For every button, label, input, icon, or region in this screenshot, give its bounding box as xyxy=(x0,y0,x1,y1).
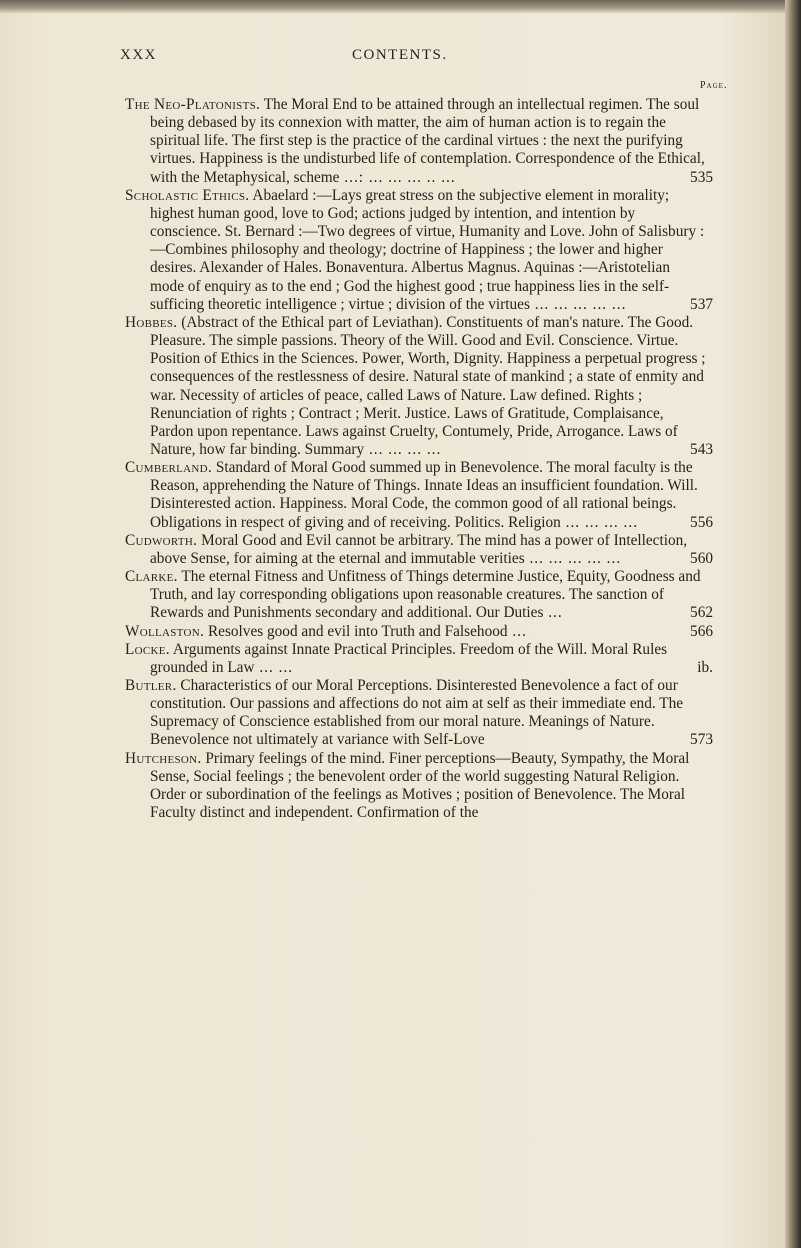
entry-page-number: 556 xyxy=(690,513,713,531)
entry-heading: Scholastic Ethics. xyxy=(125,186,250,204)
entry-text: Abaelard :—Lays great stress on the subjective element in morality; highest human good, love to God; actions judged by intention, and intention by conscience. St. Bernard :—Two degrees of virtue, Humanity and Love. John of Salisbury :—Combines philosophy and theology; doctrine of Happiness ; the lower and higher desires. Alexander of Hales. Bonaventura. Albertus Magnus. Aquinas :—Aristotelian mode of enquiry as to the end ; God the highest good ; true happiness lies in the self-sufficing theoretic intelligence ; virtue ; division of the virtues xyxy=(150,186,705,313)
entry-text: Arguments against Innate Practical Principles. Freedom of the Will. Moral Rules grounded in Law xyxy=(150,640,668,676)
entry-heading: Hutcheson. xyxy=(125,749,202,767)
page-column-label: Page. xyxy=(700,80,728,91)
entry-leader: ... xyxy=(507,622,527,640)
entry-text: The eternal Fitness and Unfitness of Things determine Justice, Equity, Goodness and Truth, and lay corresponding obligations upon reasonable creatures. The sanction of Rewards and Punishments secondary and additional. Our Duties xyxy=(150,568,701,622)
contents-entry-cudworth xyxy=(125,531,713,568)
entry-leader: ...: ... ... ... .. ... xyxy=(339,168,456,186)
contents-entry-scholastic-ethics xyxy=(125,186,713,314)
entry-heading: Clarke. xyxy=(125,568,178,586)
entry-heading: Wollaston. xyxy=(125,622,205,640)
contents-entry-hobbes xyxy=(125,313,713,459)
entry-leader: ... ... xyxy=(254,658,294,676)
entry-heading: Cumberland. xyxy=(125,459,212,477)
contents-entry-clarke xyxy=(125,568,713,622)
entry-text: Primary feelings of the mind. Finer perceptions—Beauty, Sympathy, the Moral Sense, Social feelings ; the benevolent order of the world suggesting Natural Religion. Order or subordination of the feelings as Motives ; position of Benevolence. The Moral Faculty distinct and independent. Confirmation of the xyxy=(150,749,690,822)
entry-leader: ... ... ... ... xyxy=(560,513,639,531)
contents-entry-wollaston xyxy=(125,622,713,641)
entry-page-number: 562 xyxy=(690,604,713,622)
entry-page-number: 543 xyxy=(690,440,713,458)
page-title: CONTENTS. xyxy=(352,47,448,63)
entry-page-number: 537 xyxy=(690,295,713,313)
contents-entry-locke xyxy=(125,640,713,677)
entry-leader: ... ... ... ... ... xyxy=(524,549,622,567)
page-folio: XXX xyxy=(120,47,157,63)
entry-page-number: 566 xyxy=(690,622,713,640)
entry-page-number: 535 xyxy=(690,168,713,186)
contents-entry-cumberland xyxy=(125,459,713,532)
entry-text: The Moral End to be attained through an intellectual regimen. The soul being debased by its connexion with matter, the aim of human action is to regain the spiritual life. The first step is the practice of the cardinal virtues : the next the purifying virtues. Happiness is the undisturbed life of contemplation. Correspondence of the Ethical, with the Metaphysical, scheme xyxy=(150,96,705,186)
entry-text: Moral Good and Evil cannot be arbitrary. The mind has a power of Intellection, above Sense, for aiming at the eternal and immutable verities xyxy=(150,531,688,567)
entry-text: Characteristics of our Moral Perceptions. Disinterested Benevolence a fact of our constitution. Our passions and affections do not aim at self as their immediate end. The Supremacy of Conscience established from our moral nature. Meanings of Nature. Benevolence not ultimately at variance with Self-Love xyxy=(150,677,684,749)
entry-text: Resolves good and evil into Truth and Falsehood xyxy=(207,622,508,640)
entry-heading: Hobbes. xyxy=(125,313,178,331)
contents-entry-neo-platonists xyxy=(125,96,713,187)
entry-heading: Cudworth. xyxy=(125,531,198,549)
contents-entry-butler xyxy=(125,677,713,750)
entry-heading: Butler. xyxy=(125,677,177,694)
entry-text: (Abstract of the Ethical part of Leviathan). Constituents of man's nature. The Good. Pleasure. The simple passions. Theory of the Will. Good and Evil. Conscience. Virtue. Position of Ethics in the Sciences. Power, Worth, Dignity. Happiness a perpetual progress ; consequences of the restlessness of desire. Natural state of mankind ; a state of enmity and war. Necessity of articles of peace, called Laws of Nature. Law defined. Rights ; Renunciation of rights ; Contract ; Merit. Justice. Laws of Gratitude, Complaisance, Pardon upon repentance. Laws against Cruelty, Contumely, Pride, Arrogance. Laws of Nature, how far binding. Summary xyxy=(150,313,706,458)
entry-leader: ... xyxy=(543,604,563,622)
entry-page-number: ib. xyxy=(697,658,713,676)
entry-text: Standard of Moral Good summed up in Benevolence. The moral faculty is the Reason, apprehending the Nature of Things. Innate Ideas an insufficient foundation. Will. Disinterested action. Happiness. Moral Code, the common good of all rational beings. Obligations in respect of giving and of receiving. Politics. Religion xyxy=(150,459,698,531)
contents-list xyxy=(125,96,713,822)
scan-top-shadow xyxy=(0,0,785,14)
page-edge-shadow xyxy=(785,0,801,1248)
entry-heading: Locke. xyxy=(125,640,170,658)
entry-leader: ... ... ... ... ... xyxy=(529,295,627,313)
entry-page-number: 573 xyxy=(690,731,713,749)
contents-entry-hutcheson xyxy=(125,750,707,823)
entry-leader: ... ... ... ... xyxy=(364,440,442,458)
entry-page-number: 560 xyxy=(690,549,713,567)
entry-heading: The Neo-Platonists. xyxy=(125,96,261,113)
